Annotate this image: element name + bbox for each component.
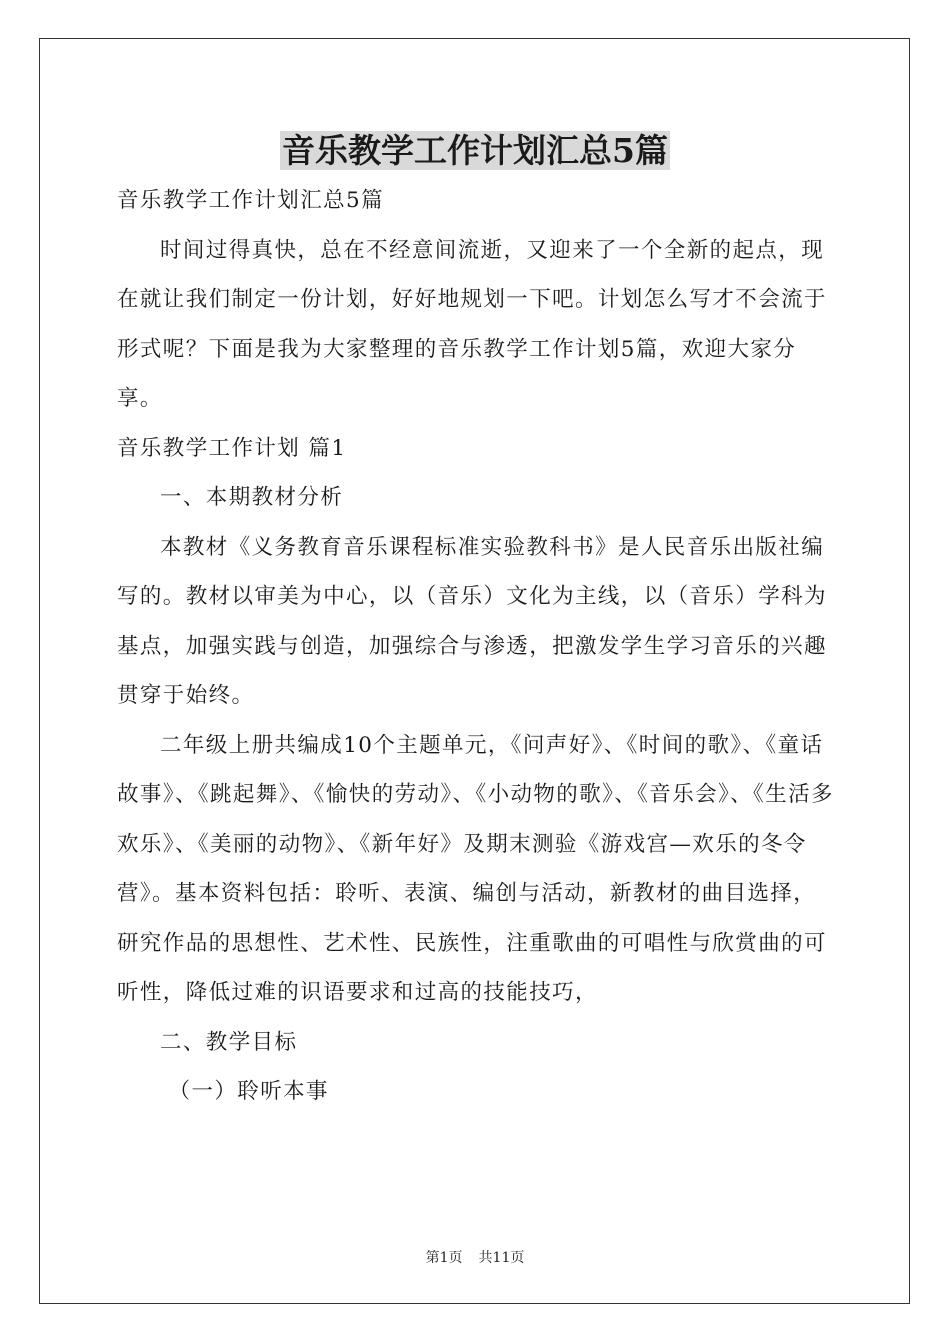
- paragraph: 本教材《义务教育音乐课程标准实验教科书》是人民音乐出版社编写的。教材以审美为中心，以（音乐）文化为主线，以（音乐）学科为基点，加强实践与创造，加强综合与渗透，把激发学生学习音乐的兴趣贯穿于始终。: [117, 534, 827, 708]
- paragraph: 音乐教学工作计划 篇1: [117, 435, 347, 461]
- paragraph: 二、教学目标: [160, 1029, 298, 1055]
- paragraph: 音乐教学工作计划汇总5篇: [117, 188, 384, 213]
- document-body: [117, 176, 837, 1117]
- paragraph: 二年级上册共编成10个主题单元，《问声好》、《时间的歌》、《童话故事》、《跳起舞》、《愉快的劳动》、《小动物的歌》、《音乐会》、《生活多欢乐》、《美丽的动物》、《新年好》及期末测验《游戏宫—欢乐的冬令营》。基本资料包括：聆听、表演、编创与活动，新教材的曲目选择，研究作品的思想性、艺术性、民族性，注重歌曲的可唱性与欣赏曲的可听性，降低过难的识语要求和过高的技能技巧，: [117, 732, 834, 1005]
- document-title-text: 音乐教学工作计划汇总5篇: [282, 131, 668, 170]
- paragraph: （一）聆听本事: [168, 1079, 329, 1104]
- page-total: 共11页: [478, 1250, 525, 1266]
- paragraph: 一、本期教材分析: [160, 485, 344, 510]
- page-footer: [0, 1248, 950, 1268]
- paragraph: 时间过得真快，总在不经意间流逝，又迎来了一个全新的起点，现在就让我们制定一份计划，好好地规划一下吧。计划怎么写才不会流于形式呢？下面是我为大家整理的音乐教学工作计划5篇，欢迎大家分享。: [117, 237, 827, 411]
- document-title: [0, 124, 950, 178]
- page-number: 第1页: [425, 1250, 463, 1266]
